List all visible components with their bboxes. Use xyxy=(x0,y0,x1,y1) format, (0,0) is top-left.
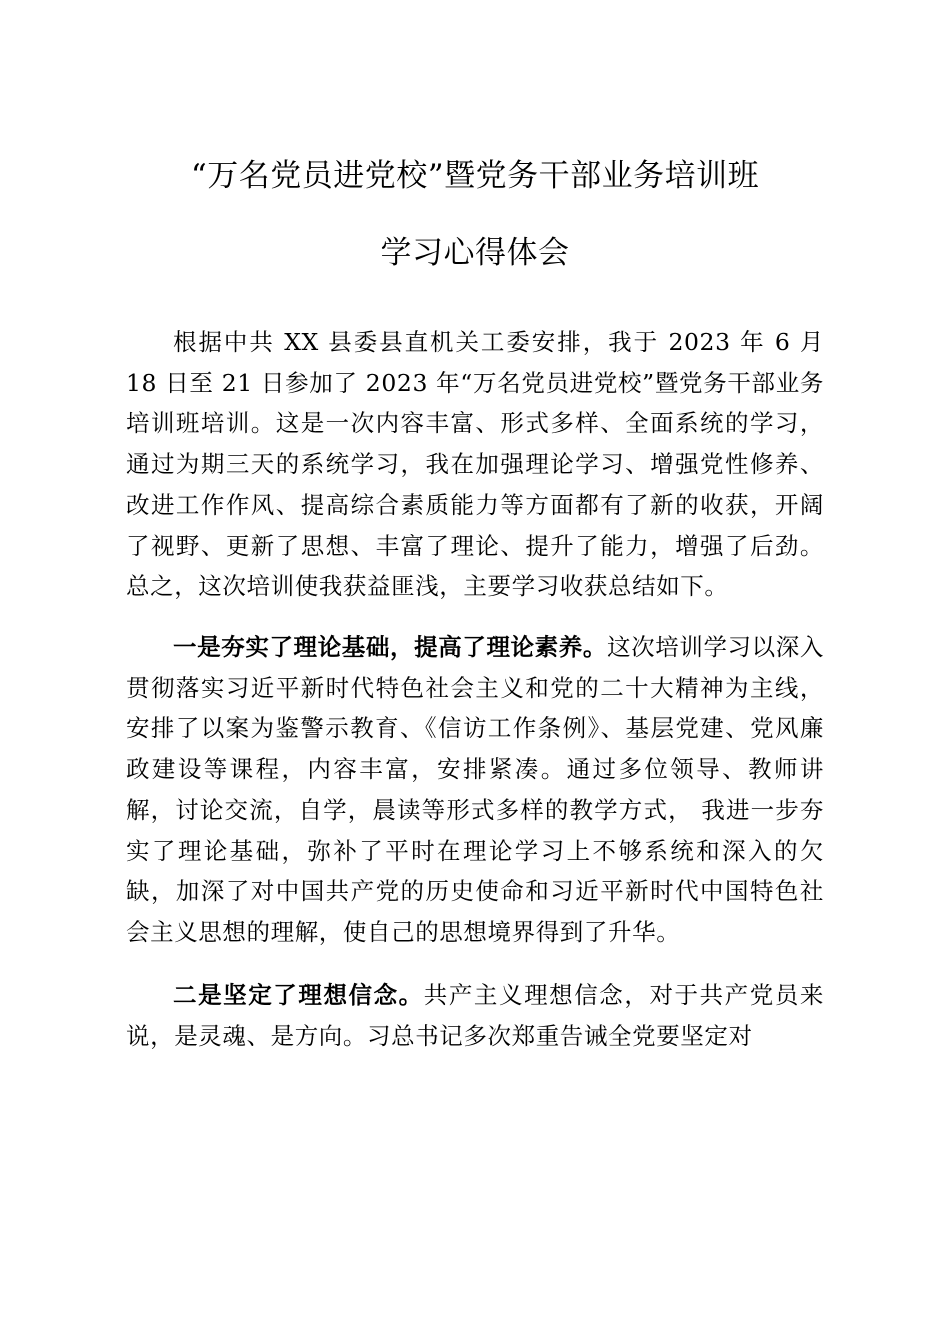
paragraph-theory xyxy=(126,627,824,953)
paragraph-intro xyxy=(126,322,824,607)
document-title-line-2: 学习心得体会 xyxy=(380,235,570,271)
paragraph-belief-heading: 二是坚定了理想信念。 xyxy=(173,981,424,1009)
paragraph-belief-text: 共产主义理想信念，对于共产党员来说，是灵魂、是方向。习总书记多次郑重告诫全党要坚定对 xyxy=(126,981,824,1050)
document-title-line-1: “万名党员进党校”暨党务干部业务培训班 xyxy=(190,158,760,194)
paragraph-theory-heading: 一是夯实了理论基础，提高了理论素养。 xyxy=(173,633,607,661)
paragraph-belief xyxy=(126,975,824,1056)
paragraph-intro-text: 根据中共 XX 县委县直机关工委安排，我于 2023 年 6 月 18 日至 21 日参加了 2023 年“万名党员进党校”暨党务干部业务培训班培训。这是一次内容丰富、形式多样、全面系统的学习，通过为期三天的系统学习，我在加强理论学习、增强党性修养、 改进工作作风、提高综合素质能力等方面都有了新的收获，开阔了视野、更新了思想、丰富了理论、提升了能力，增强了后劲。总之，这次培训使我获益匪浅，主要学习收获总结如下。 xyxy=(126,328,824,601)
paragraph-theory-text: 这次培训学习以深入贯彻落实习近平新时代特色社会主义和党的二十大精神为主线，安排了以案为鉴警示教育、《信访工作条例》、基层党建、党风廉政建设等课程，内容丰富，安排紧凑。通过多位领导、教师讲解，讨论交流，自学，晨读等形式多样的教学方式， 我进一步夯实了理论基础，弥补了平时在理论学习上不够系统和深入的欠缺，加深了对中国共产党的历史使命和习近平新时代中国特色社会主义思想的理解，使自己的思想境界得到了升华。 xyxy=(126,633,824,946)
